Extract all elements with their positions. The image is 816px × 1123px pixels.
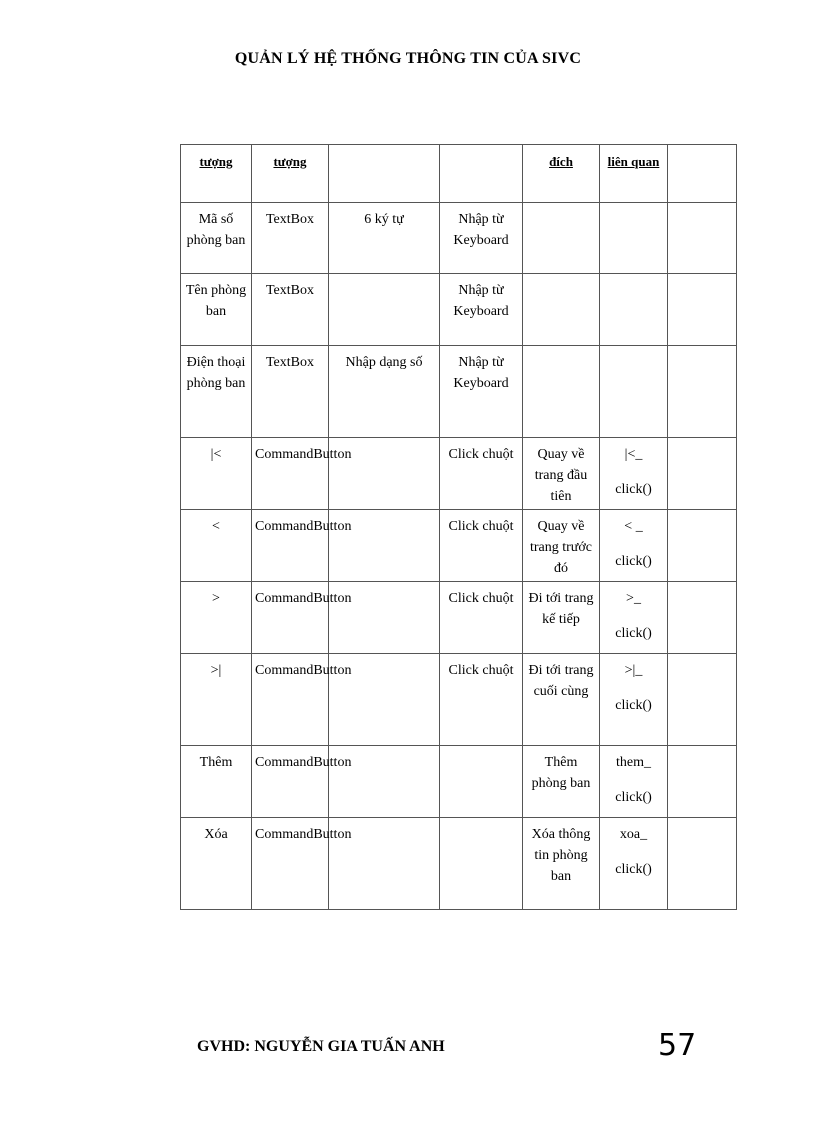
event-line1: < _ — [624, 519, 643, 534]
cell-input — [440, 818, 523, 910]
cell-purpose: Đi tới trang kế tiếp — [523, 582, 600, 654]
page-number: 57 — [658, 1028, 697, 1063]
cell-purpose: Xóa thông tin phòng ban — [523, 818, 600, 910]
col-header-extra — [668, 145, 737, 203]
cell-purpose — [523, 274, 600, 346]
cell-name: |< — [181, 438, 252, 510]
cell-type: CommandButton — [252, 438, 329, 510]
table-row — [181, 818, 737, 910]
cell-name: >| — [181, 654, 252, 746]
table-row — [181, 582, 737, 654]
cell-purpose: Đi tới trang cuối cùng — [523, 654, 600, 746]
event-line2: click() — [615, 482, 652, 497]
table-row — [181, 746, 737, 818]
event-line2: click() — [615, 554, 652, 569]
cell-constraint: Nhập dạng số — [329, 346, 440, 438]
cell-extra — [668, 438, 737, 510]
table-row — [181, 274, 737, 346]
cell-extra — [668, 510, 737, 582]
cell-name: > — [181, 582, 252, 654]
cell-purpose: Quay về trang trước đó — [523, 510, 600, 582]
table-row — [181, 510, 737, 582]
cell-type: TextBox — [252, 346, 329, 438]
col-header-purpose: đích — [523, 145, 600, 203]
event-line1: >|_ — [624, 663, 643, 678]
cell-input: Click chuột — [440, 582, 523, 654]
table-row — [181, 654, 737, 746]
event-line1: >_ — [626, 591, 641, 606]
cell-purpose: Quay về trang đầu tiên — [523, 438, 600, 510]
cell-extra — [668, 818, 737, 910]
table-row — [181, 438, 737, 510]
cell-constraint: 6 ký tự — [329, 203, 440, 274]
cell-event — [600, 510, 668, 582]
col-header-constraint — [329, 145, 440, 203]
event-line1: xoa_ — [619, 827, 648, 842]
cell-purpose — [523, 203, 600, 274]
cell-name: < — [181, 510, 252, 582]
cell-input: Click chuột — [440, 510, 523, 582]
event-line1: |<_ — [624, 447, 643, 462]
cell-type: CommandButton — [252, 654, 329, 746]
cell-name: Điện thoại phòng ban — [181, 346, 252, 438]
cell-event — [600, 438, 668, 510]
event-line2: click() — [615, 626, 652, 641]
cell-input: Click chuột — [440, 438, 523, 510]
event-line2: click() — [615, 790, 652, 805]
cell-event — [600, 274, 668, 346]
col-header-input — [440, 145, 523, 203]
col-header-type: tượng — [252, 145, 329, 203]
table-row — [181, 203, 737, 274]
cell-input — [440, 746, 523, 818]
cell-type: CommandButton — [252, 510, 329, 582]
cell-extra — [668, 746, 737, 818]
table-header-row — [181, 145, 737, 203]
cell-purpose — [523, 346, 600, 438]
cell-extra — [668, 654, 737, 746]
cell-input: Nhập từ Keyboard — [440, 203, 523, 274]
col-header-event: liên quan — [600, 145, 668, 203]
cell-constraint — [329, 274, 440, 346]
cell-type: TextBox — [252, 274, 329, 346]
cell-name: Xóa — [181, 818, 252, 910]
control-spec-table — [180, 144, 737, 910]
cell-event — [600, 818, 668, 910]
cell-event — [600, 346, 668, 438]
cell-event — [600, 203, 668, 274]
cell-event — [600, 654, 668, 746]
cell-name: Thêm — [181, 746, 252, 818]
cell-extra — [668, 203, 737, 274]
cell-type: CommandButton — [252, 746, 329, 818]
page-header: QUẢN LÝ HỆ THỐNG THÔNG TIN CỦA SIVC — [234, 50, 582, 67]
footer-instructor: GVHD: NGUYỄN GIA TUẤN ANH — [197, 1038, 445, 1055]
cell-type: CommandButton — [252, 818, 329, 910]
cell-extra — [668, 582, 737, 654]
col-header-object: tượng — [181, 145, 252, 203]
table-row — [181, 346, 737, 438]
event-line1: them_ — [616, 755, 651, 770]
cell-input: Nhập từ Keyboard — [440, 274, 523, 346]
cell-event — [600, 746, 668, 818]
cell-name: Tên phòng ban — [181, 274, 252, 346]
cell-name: Mã số phòng ban — [181, 203, 252, 274]
cell-event — [600, 582, 668, 654]
event-line2: click() — [615, 862, 652, 877]
cell-type: TextBox — [252, 203, 329, 274]
cell-input: Click chuột — [440, 654, 523, 746]
event-line2: click() — [615, 698, 652, 713]
cell-purpose: Thêm phòng ban — [523, 746, 600, 818]
cell-extra — [668, 346, 737, 438]
cell-type: CommandButton — [252, 582, 329, 654]
cell-input: Nhập từ Keyboard — [440, 346, 523, 438]
cell-extra — [668, 274, 737, 346]
